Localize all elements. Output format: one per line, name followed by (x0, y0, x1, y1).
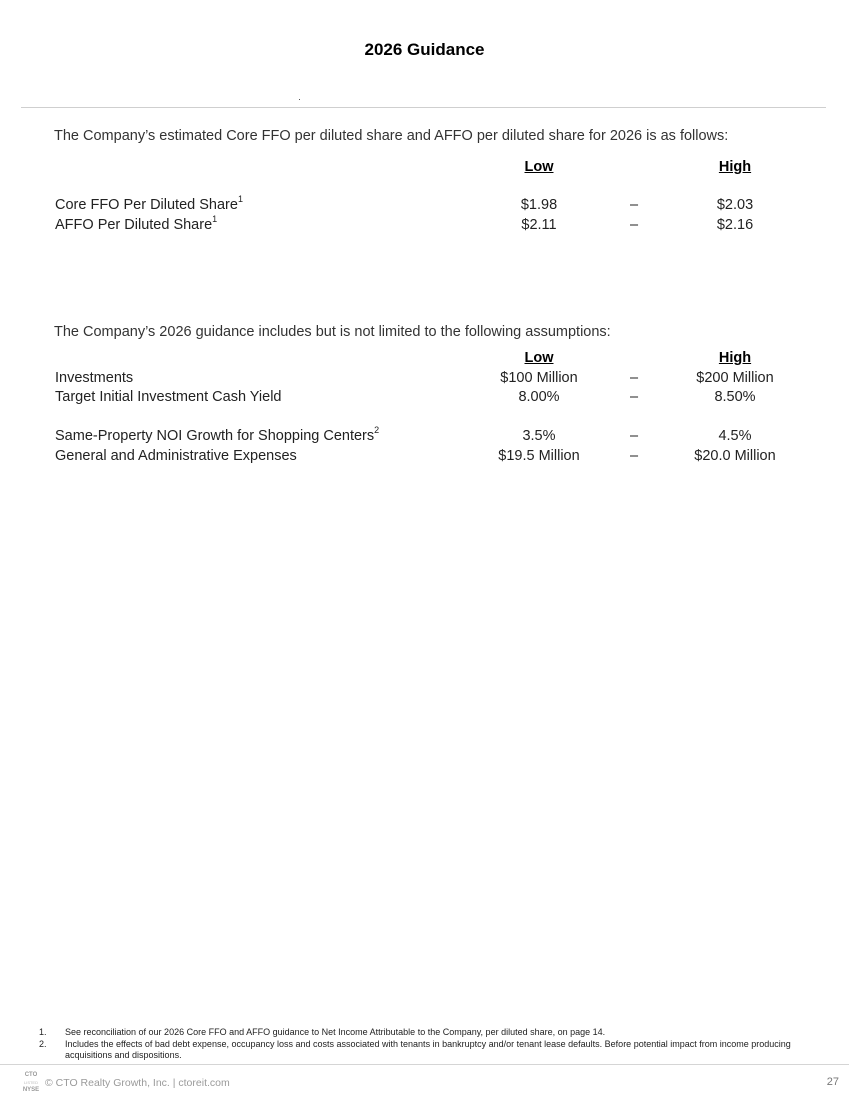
row-label: AFFO Per Diluted Share$^1$ (55, 214, 218, 233)
footnote-ref: 1 (212, 214, 218, 225)
range-dash: – (629, 389, 639, 405)
col-header-high: High (718, 159, 752, 175)
range-dash: – (629, 197, 639, 213)
row-high-value: $20.0 Million (694, 448, 776, 464)
row-low-value: 8.00% (518, 389, 560, 405)
table-row (0, 448, 849, 468)
footnote-text: See reconciliation of our 2026 Core FFO and AFFO guidance to Net Income Attributable to the Company, per diluted share, on page 14. (65, 1027, 606, 1037)
row-label: Target Initial Investment Cash Yield (55, 389, 282, 405)
row-high-value: 8.50% (714, 389, 756, 405)
col-header-high: High (718, 350, 752, 366)
section1-header-row (0, 159, 849, 179)
row-high-value: 4.5% (718, 428, 752, 444)
footnote-ref: 1 (237, 194, 243, 205)
table-row (0, 389, 849, 409)
range-dash: – (629, 370, 639, 386)
nyse-listed-logo: CTO LISTED NYSE (22, 1072, 40, 1093)
row-low-value: $1.98 (520, 197, 558, 213)
row-low-value: $2.11 (521, 217, 557, 233)
footnote-number: 2. (39, 1039, 47, 1049)
page-title: 2026 Guidance (364, 40, 485, 59)
row-label: Investments (55, 370, 134, 386)
col-header-low: Low (524, 350, 554, 366)
row-label: Core FFO Per Diluted Share$^1$ (55, 194, 243, 213)
row-label: General and Administrative Expenses (55, 448, 297, 464)
row-low-value: $19.5 Million (498, 448, 580, 464)
range-dash: – (629, 217, 639, 233)
row-high-value: $2.03 (716, 197, 754, 213)
section2-header-row (0, 350, 849, 370)
table-row (0, 214, 849, 237)
range-dash: – (629, 448, 639, 464)
table-row (0, 370, 849, 390)
footer-copyright: © CTO Realty Growth, Inc. | ctoreit.com (45, 1077, 230, 1089)
row-high-value: $200 Million (696, 370, 774, 386)
table-row (0, 425, 849, 448)
section2-intro: The Company’s 2026 guidance includes but is not limited to the following assumptions: (54, 324, 611, 340)
row-low-value: $100 Million (500, 370, 578, 386)
footnote-ref: 2 (374, 425, 380, 436)
range-dash: – (629, 428, 639, 444)
footnote-text: Includes the effects of bad debt expense, occupancy loss and costs associated with tenants in bankruptcy and/or tenant lease defaults. Before potential impact from income producing acquisitions and dispositions. (65, 1039, 791, 1060)
footer-divider (0, 1064, 849, 1065)
section1-intro: The Company’s estimated Core FFO per diluted share and AFFO per diluted share for 2026 is as follows: (54, 128, 729, 144)
footnote-number: 1. (39, 1027, 47, 1037)
row-label: Same-Property NOI Growth for Shopping Centers$^2$ (55, 425, 380, 444)
col-header-low: Low (524, 159, 554, 175)
page-number: 27 (826, 1076, 839, 1088)
row-low-value: 3.5% (522, 428, 556, 444)
header-divider (21, 107, 826, 108)
table-row (0, 194, 849, 217)
row-high-value: $2.16 (716, 217, 754, 233)
decorative-dot (299, 99, 300, 100)
